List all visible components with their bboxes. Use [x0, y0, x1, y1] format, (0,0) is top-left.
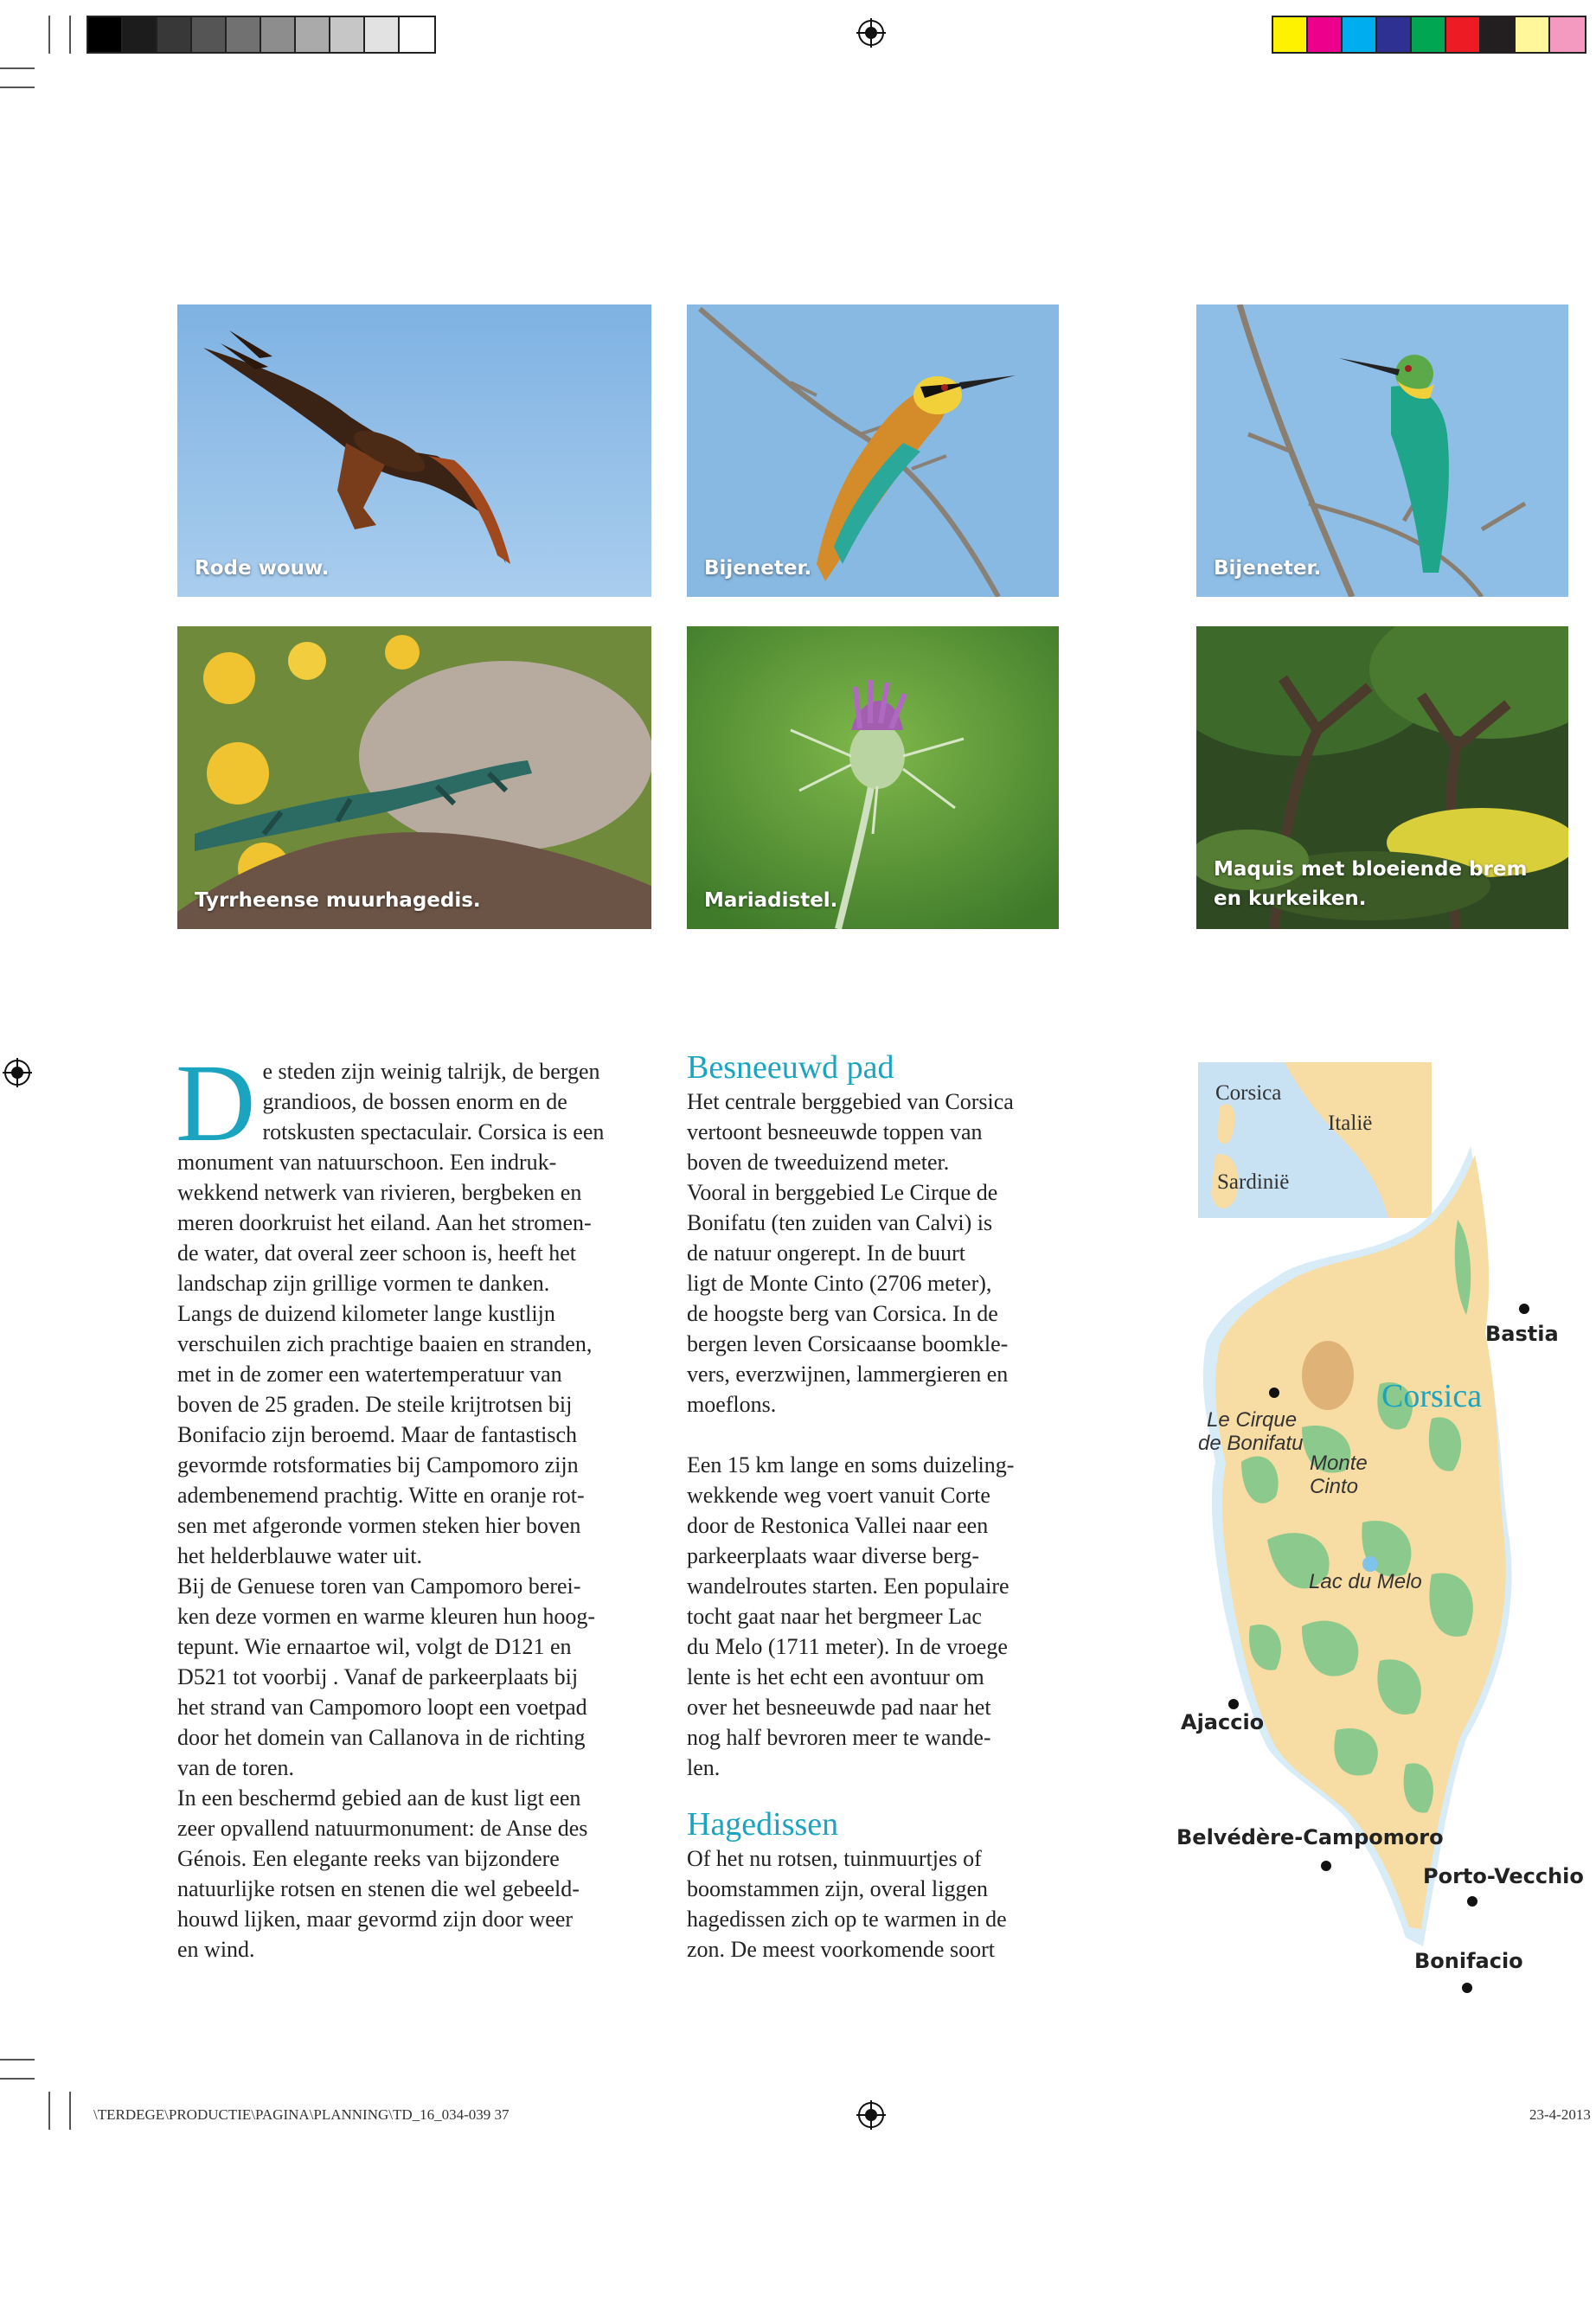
map-label-lac-du-melo: Lac du Melo [1309, 1570, 1422, 1593]
text-line: hagedissen zich op te warmen in de [687, 1907, 1007, 1932]
text-line: en wind. [177, 1937, 255, 1962]
map-label-italy: Italië [1328, 1112, 1373, 1135]
crop-mark [48, 16, 50, 54]
text-line: het strand van Campomoro loopt een voetpad [177, 1695, 587, 1720]
map-label-sardinia: Sardinië [1217, 1170, 1290, 1194]
photo-red-kite [177, 304, 651, 597]
text-line: Bonifatu (ten zuiden van Calvi) is [687, 1210, 993, 1235]
text-line: Vooral in berggebied Le Cirque de [687, 1180, 998, 1205]
photo-caption: Bijeneter. [1214, 557, 1322, 580]
text-line: vers, everzwijnen, lammergieren en [687, 1362, 1009, 1387]
crop-mark [69, 2092, 71, 2130]
text-line: len. [687, 1755, 721, 1780]
text-line: door de Restonica Vallei naar een [687, 1513, 989, 1538]
text-line: du Melo (1711 meter). In de vroege [687, 1634, 1008, 1659]
text-line: boomstammen zijn, overal liggen [687, 1876, 989, 1901]
text-line: vertoont besneeuwde toppen van [687, 1119, 983, 1144]
drop-cap: D [176, 1042, 256, 1164]
text-line: zon. De meest voorkomende soort [687, 1937, 995, 1962]
text-line: de water, dat overal zeer schoon is, heeft het [177, 1240, 576, 1266]
text-line: rotskusten spectaculair. Corsica is een [262, 1119, 605, 1144]
text-line: houwd lijken, maar gevormd zijn door weer [177, 1907, 574, 1932]
text-line: sen met afgeronde vormen steken hier boven [177, 1513, 581, 1538]
photo-thistle [687, 626, 1059, 929]
text-line: de hoogste berg van Corsica. In de [687, 1301, 998, 1326]
text-line: Of het nu rotsen, tuinmuurtjes of [687, 1846, 982, 1871]
grayscale-color-bar [87, 16, 436, 54]
text-line: ken deze vormen en warme kleuren hun hoog- [177, 1604, 595, 1629]
thistle-icon [687, 626, 1059, 929]
text-line: moeflons. [687, 1392, 777, 1417]
text-line: e steden zijn weinig talrijk, de bergen [262, 1059, 600, 1084]
text-line: gevormde rotsformaties bij Campomoro zijn [177, 1452, 579, 1477]
map-label-ajaccio: Ajaccio [1181, 1710, 1265, 1734]
text-line: monument van natuurschoon. Een indruk- [177, 1150, 557, 1175]
text-line: Bij de Genuese toren van Campomoro berei- [177, 1574, 581, 1599]
photo-caption: Mariadistel. [704, 889, 838, 912]
map-label-bonifacio: Bonifacio [1414, 1949, 1523, 1973]
text-line: Langs de duizend kilometer lange kustlijn [177, 1301, 555, 1326]
photo-bee-eater [687, 304, 1059, 597]
crop-mark [0, 2059, 35, 2061]
text-line: boven de 25 graden. De steile krijtrotsen bij [177, 1392, 573, 1417]
section-heading: Besneeuwd pad [687, 1049, 894, 1086]
corsica-map [1172, 1055, 1596, 2024]
text-line: natuurlijke rotsen en stenen die wel gebeeld- [177, 1876, 580, 1901]
photo-caption: Bijeneter. [704, 557, 812, 580]
crop-mark [0, 2078, 35, 2080]
photo-caption: Tyrrheense muurhagedis. [195, 889, 481, 912]
map-label-campomoro: Belvédère-Campomoro [1176, 1825, 1444, 1849]
text-line: door het domein van Callanova in de richting [177, 1725, 586, 1750]
text-line: wekkend netwerk van rivieren, bergbeken en [177, 1180, 582, 1205]
lizard-icon [177, 626, 651, 929]
crop-mark [0, 87, 35, 88]
text-line: tocht gaat naar het bergmeer Lac [687, 1604, 982, 1629]
photo-lizard [177, 626, 651, 929]
photo-caption [1214, 855, 1556, 913]
map-label-line: Le Cirque [1207, 1408, 1298, 1432]
text-line: bergen leven Corsicaanse boomkle- [687, 1331, 1009, 1356]
map-label-monte-cinto [1310, 1452, 1368, 1498]
caption-line: Maquis met bloeiende brem [1214, 858, 1528, 881]
text-line: over het besneeuwde pad naar het [687, 1695, 991, 1720]
map-label-porto-vecchio: Porto-Vecchio [1423, 1864, 1584, 1888]
map-label-line: de Bonifatu [1198, 1432, 1304, 1455]
text-line: grandioos, de bossen enorm en de [262, 1089, 567, 1114]
text-line: ligt de Monte Cinto (2706 meter), [687, 1271, 992, 1296]
text-line: de natuur ongerept. In de buurt [687, 1240, 966, 1266]
footer-date: 23-4-2013 [1529, 2106, 1591, 2123]
map-label-line: Monte [1310, 1452, 1368, 1475]
text-line: landschap zijn grillige vormen te danken. [177, 1271, 550, 1296]
map-label-bastia: Bastia [1485, 1322, 1559, 1346]
article-column-2 [687, 1048, 1067, 1965]
text-line: Bonifacio zijn beroemd. Maar de fantastisch [177, 1422, 578, 1447]
crop-mark [0, 67, 35, 69]
text-line: meren doorkruist het eiland. Aan het stromen- [177, 1210, 592, 1235]
map-label-cirque [1198, 1408, 1304, 1455]
text-line: tepunt. Wie ernaartoe wil, volgt de D121 en [177, 1634, 572, 1659]
crop-mark [69, 16, 71, 54]
photo-caption: Rode wouw. [195, 557, 330, 580]
text-line: Een 15 km lange en soms duizeling- [687, 1452, 1015, 1477]
process-color-bar [1272, 16, 1586, 54]
text-line: boven de tweeduizend meter. [687, 1150, 950, 1175]
text-line: parkeerplaats waar diverse berg- [687, 1543, 980, 1568]
registration-mark-icon [856, 18, 886, 48]
text-line: verschuilen zich prachtige baaien en stranden, [177, 1331, 593, 1356]
text-line: van de toren. [177, 1755, 295, 1780]
text-line: het helderblauwe water uit. [177, 1543, 422, 1568]
caption-line: en kurkeiken. [1214, 888, 1367, 910]
article-column-1 [176, 1042, 662, 1965]
photo-bee-eater-2 [1196, 304, 1568, 597]
map-title: Corsica [1381, 1378, 1483, 1414]
photo-maquis [1196, 626, 1568, 929]
text-line: adembenemend prachtig. Witte en oranje rot- [177, 1483, 585, 1508]
text-line: wandelroutes starten. Een populaire [687, 1574, 1010, 1599]
footer-file-path: \TERDEGE\PRODUCTIE\PAGINA\PLANNING\TD_16_034-039 37 [93, 2106, 510, 2123]
text-line: Génois. Een elegante reeks van bijzondere [177, 1846, 560, 1871]
text-line: met in de zomer een watertemperatuur van [177, 1362, 562, 1387]
text-line: zeer opvallend natuurmonument: de Anse des [177, 1816, 588, 1841]
text-line: In een beschermd gebied aan de kust ligt een [177, 1785, 581, 1811]
text-line: lente is het echt een avontuur om [687, 1664, 984, 1689]
registration-mark-icon [856, 2100, 886, 2130]
text-line: nog half bevroren meer te wande- [687, 1725, 991, 1750]
map-label-inset-corsica: Corsica [1215, 1081, 1282, 1105]
text-line: Het centrale berggebied van Corsica [687, 1089, 1014, 1114]
text-line: wekkende weg voert vanuit Corte [687, 1483, 990, 1508]
registration-mark-icon [3, 1058, 32, 1087]
text-line: D521 tot voorbij . Vanaf de parkeerplaats bij [177, 1664, 579, 1689]
crop-mark [48, 2092, 50, 2130]
map-label-line: Cinto [1310, 1475, 1359, 1498]
section-heading: Hagedissen [687, 1806, 839, 1843]
